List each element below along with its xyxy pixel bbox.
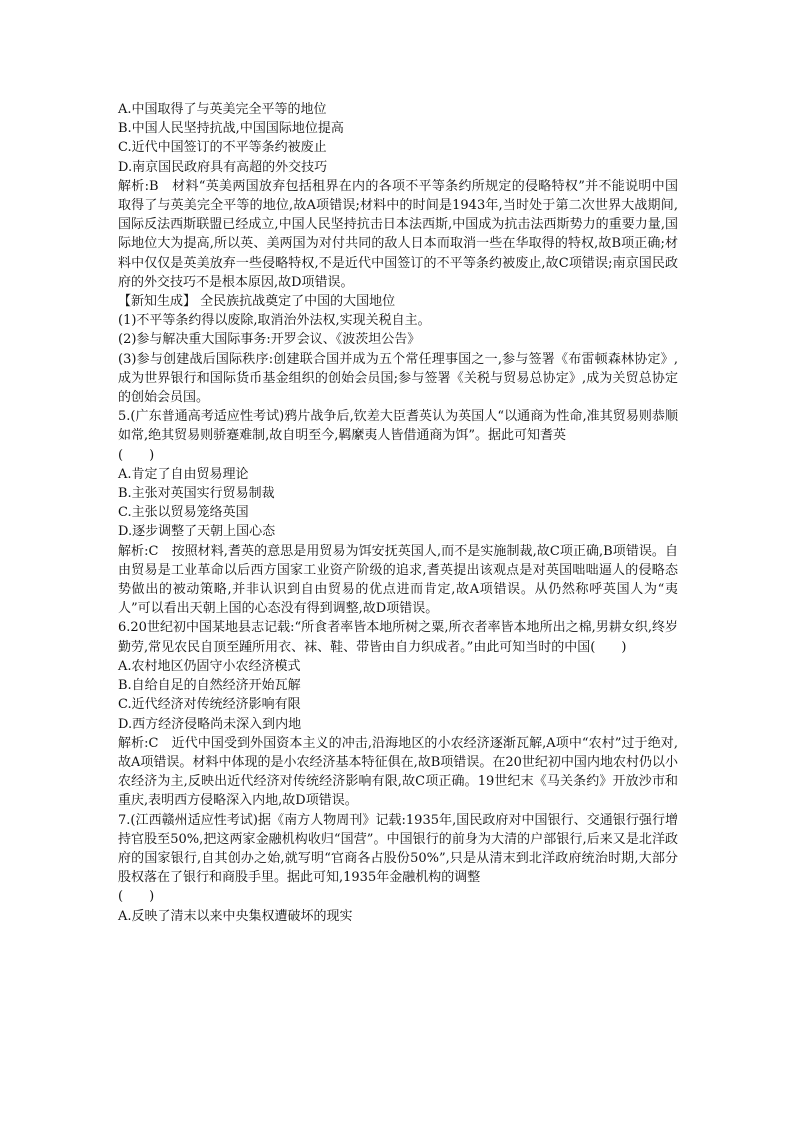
q5-option-d: D.逐步调整了天朝上国心态 bbox=[118, 524, 276, 540]
q7-option-a: A.反映了清末以来中央集权遭破坏的现实 bbox=[118, 908, 353, 924]
q4-option-b: B.中国人民坚持抗战,中国国际地位提高 bbox=[118, 121, 344, 137]
q6-option-a: A.农村地区仍固守小农经济模式 bbox=[118, 658, 301, 674]
knowledge-point-1: (1)不平等条约得以废除,取消治外法权,实现关税自主。 bbox=[118, 313, 431, 329]
q4-option-d: D.南京国民政府具有高超的外交技巧 bbox=[118, 159, 328, 175]
q5-analysis: 解析:C 按照材料,耆英的意思是用贸易为饵安抚英国人,而不是实施制裁,故C项正确,B项错误。自由贸易是工业革命以后西方国家工业资产阶级的追求,耆英提出该观点是对英国咄咄逼人的侵略态势做出的被动策略,并非认识到自由贸易的优点进而肯定,故A项错误。从仍然称呼英国人为“夷人”可以看出天朝上国的心态没有得到调整,故D项错误。 bbox=[118, 543, 678, 617]
q6-stem: 6.20世纪初中国某地县志记载:“所食者率皆本地所树之粟,所衣者率皆本地所出之棉,男耕女织,终岁勤劳,常见农民自顶至踵所用衣、袜、鞋、带皆由自力织成者。”由此可知当时的中国( ) bbox=[118, 620, 678, 655]
knowledge-heading bbox=[118, 292, 678, 311]
q4-option-c: C.近代中国签订的不平等条约被废止 bbox=[118, 140, 327, 156]
q6-option-c: C.近代经济对传统经济影响有限 bbox=[118, 697, 301, 713]
knowledge-point-2: (2)参与解决重大国际事务:开罗会议、《波茨坦公告》 bbox=[118, 332, 421, 348]
q7-answer-blank: ( ) bbox=[118, 889, 155, 905]
q5-stem: 5.(广东普通高考适应性考试)鸦片战争后,钦差大臣耆英认为英国人“以通商为性命,准其贸易则恭顺如常,绝其贸易则骄蹇难制,故自明至今,羁縻夷人皆借通商为饵”。据此可知耆英 bbox=[118, 409, 678, 444]
q6-analysis: 解析:C 近代中国受到外国资本主义的冲击,沿海地区的小农经济逐渐瓦解,A项中“农村”过于绝对,故A项错误。材料中体现的是小农经济基本特征俱在,故B项错误。在20世纪初中国内地农村仍以小农经济为主,反映出近代经济对传统经济影响有限,故C项正确。19世纪末《马关条约》开放沙市和重庆,表明西方侵略深入内地,故D项错误。 bbox=[118, 735, 678, 809]
q6-option-b: B.自给自足的自然经济开始瓦解 bbox=[118, 678, 301, 694]
q5-answer-blank: ( ) bbox=[118, 447, 155, 463]
knowledge-heading-tag: 【新知生成】 bbox=[118, 294, 197, 310]
knowledge-title: 全民族抗战奠定了中国的大国地位 bbox=[200, 294, 396, 310]
q5-option-a: A.肯定了自由贸易理论 bbox=[118, 466, 249, 482]
q5-option-c: C.主张以贸易笼络英国 bbox=[118, 505, 249, 521]
q6-option-d: D.西方经济侵略尚未深入到内地 bbox=[118, 716, 302, 732]
document-page bbox=[118, 100, 678, 926]
q4-analysis: 解析:B 材料“英美两国放弃包括租界在内的各项不平等条约所规定的侵略特权”并不能说明中国取得了与英美完全平等的地位,故A项错误;材料中的时间是1943年,当时处于第二次世界大战期间,国际反法西斯联盟已经成立,中国人民坚持抗击日本法西斯,中国成为抗击法西斯势力的重要力量,国际地位大为提高,所以英、美两国为对付共同的敌人日本而取消一些在华取得的特权,故B项正确;材料中仅仅是英美放弃一些侵略特权,不是近代中国签订的不平等条约被废止,故C项错误;南京国民政府的外交技巧不是根本原因,故D项错误。 bbox=[118, 178, 678, 290]
q7-stem: 7.(江西赣州适应性考试)据《南方人物周刊》记载:1935年,国民政府对中国银行、交通银行强行增持官股至50%,把这两家金融机构收归“国营”。中国银行的前身为大清的户部银行,后来又是北洋政府的国家银行,自其创办之始,就写明“官商各占股份50%”,只是从清末到北洋政府统治时期,大部分股权落在了银行和商股手里。据此可知,1935年金融机构的调整 bbox=[118, 812, 678, 886]
knowledge-point-3: (3)参与创建战后国际秩序:创建联合国并成为五个常任理事国之一,参与签署《布雷顿森林协定》,成为世界银行和国际货币基金组织的创始会员国;参与签署《关税与贸易总协定》,成为关贸总协定的创始会员国。 bbox=[118, 351, 678, 406]
q5-option-b: B.主张对英国实行贸易制裁 bbox=[118, 486, 275, 502]
q4-option-a: A.中国取得了与英美完全平等的地位 bbox=[118, 102, 327, 117]
